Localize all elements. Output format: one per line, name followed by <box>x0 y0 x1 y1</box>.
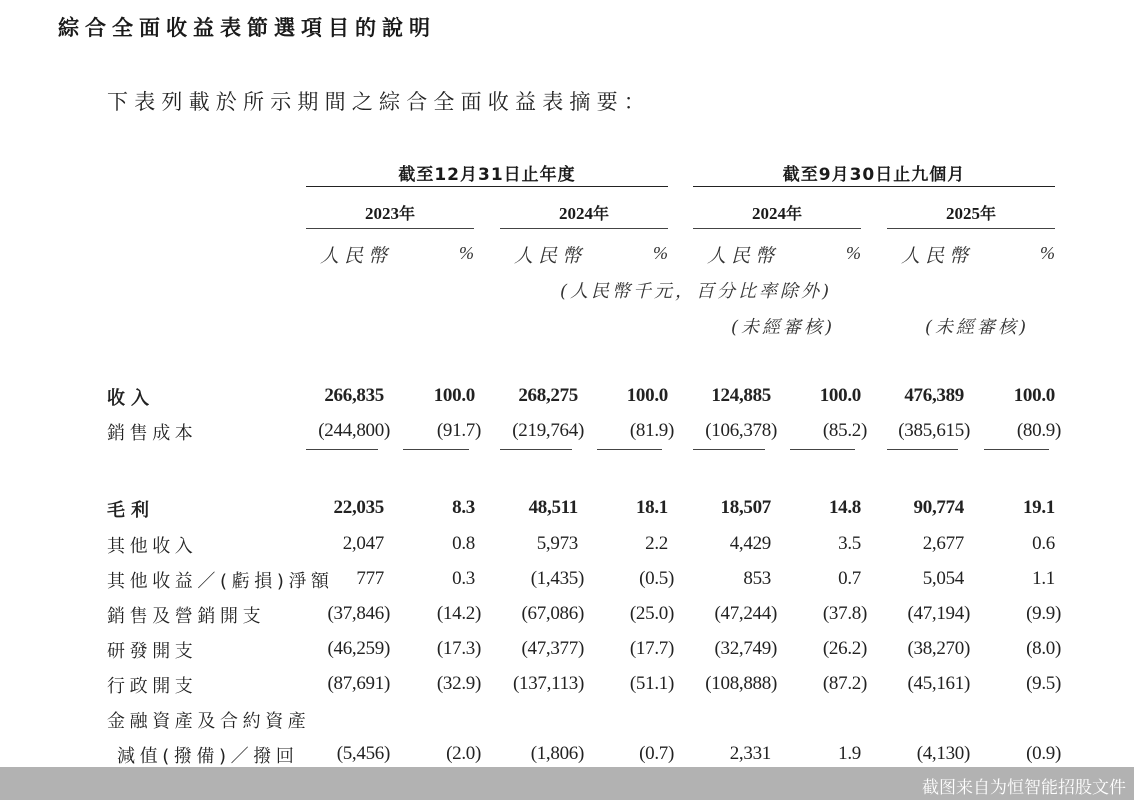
table-cell: 90,774 <box>913 497 964 518</box>
period-header-rule <box>693 186 1055 187</box>
table-cell: (37,846) <box>327 603 390 624</box>
table-cell: 476,389 <box>904 385 964 406</box>
table-cell: (1,435) <box>530 568 584 589</box>
pct-label: % <box>846 243 861 263</box>
table-cell: (85.2) <box>822 420 867 441</box>
year-suffix: 年 <box>979 204 996 223</box>
table-cell: (219,764) <box>512 420 584 441</box>
table-cell: (32.9) <box>436 673 481 694</box>
table-cell: 100.0 <box>819 385 861 406</box>
table-cell: 2,677 <box>922 533 964 554</box>
subtotal-rule <box>693 449 765 450</box>
table-cell: (5,456) <box>336 743 390 764</box>
table-cell: (80.9) <box>1016 420 1061 441</box>
table-cell: (137,113) <box>513 673 584 694</box>
table-cell: 853 <box>743 568 771 589</box>
table-cell: (14.2) <box>436 603 481 624</box>
table-cell: 100.0 <box>433 385 475 406</box>
table-cell: (9.5) <box>1026 673 1061 694</box>
table-cell: (37.8) <box>822 603 867 624</box>
row-label: 研發開支 <box>107 641 198 662</box>
year-header-2024-annual <box>500 201 668 224</box>
table-cell: 0.3 <box>452 568 475 589</box>
subtotal-rule <box>306 449 378 450</box>
table-cell: 3.5 <box>838 533 861 554</box>
table-cell: 19.1 <box>1022 497 1055 518</box>
year-header-2024-interim <box>693 201 861 224</box>
watermark-banner <box>0 767 1134 800</box>
table-cell: (81.9) <box>629 420 674 441</box>
table-cell: 100.0 <box>626 385 668 406</box>
unit-note: (人民幣千元，百分比率除外) <box>560 281 833 302</box>
year-suffix: 年 <box>592 204 609 223</box>
table-cell: 5,054 <box>922 568 964 589</box>
table-cell: (47,244) <box>714 603 777 624</box>
table-cell: 100.0 <box>1013 385 1055 406</box>
table-cell: (244,800) <box>318 420 390 441</box>
year-value: 2025 <box>945 204 980 223</box>
table-cell: 777 <box>356 568 384 589</box>
row-label: 金融資產及合約資產 <box>107 711 311 732</box>
period-header-annual: 截至12月31日止年度 <box>398 165 576 185</box>
unit-label: 人民幣 <box>707 245 780 267</box>
table-cell: (106,378) <box>705 420 777 441</box>
row-label: 毛利 <box>107 500 155 521</box>
table-cell: (32,749) <box>714 638 777 659</box>
unaudited-note: (未經審核) <box>731 317 836 338</box>
table-cell: (1,806) <box>530 743 584 764</box>
period-header-nine-months: 截至9月30日止九個月 <box>782 165 966 185</box>
year-value: 2024 <box>558 204 593 223</box>
table-cell: (0.5) <box>639 568 674 589</box>
table-cell: (47,377) <box>521 638 584 659</box>
row-label: 其他收益／(虧損)淨額 <box>107 571 334 592</box>
unit-label: 人民幣 <box>514 245 587 267</box>
table-cell: 2,331 <box>729 743 771 764</box>
year-header-2025-interim <box>887 201 1055 224</box>
table-cell: (87,691) <box>327 673 390 694</box>
table-cell: (45,161) <box>907 673 970 694</box>
row-label: 其他收入 <box>107 536 198 557</box>
table-cell: (46,259) <box>327 638 390 659</box>
unaudited-note: (未經審核) <box>925 317 1030 338</box>
row-label-continued: 減值(撥備)／撥回 <box>117 746 299 767</box>
table-cell: (2.0) <box>446 743 481 764</box>
table-cell: 268,275 <box>518 385 578 406</box>
table-cell: 1.9 <box>838 743 861 764</box>
row-label: 行政開支 <box>107 676 198 697</box>
table-cell: 0.6 <box>1032 533 1055 554</box>
table-cell: (51.1) <box>629 673 674 694</box>
unit-label: 人民幣 <box>320 245 393 267</box>
year-header-rule <box>693 228 861 229</box>
table-cell: (4,130) <box>916 743 970 764</box>
year-suffix: 年 <box>785 204 802 223</box>
year-suffix: 年 <box>398 204 415 223</box>
pct-label: % <box>653 243 668 263</box>
table-cell: (0.7) <box>639 743 674 764</box>
year-header-rule <box>306 228 474 229</box>
table-cell: (17.3) <box>436 638 481 659</box>
subtotal-rule <box>790 449 855 450</box>
table-cell: 48,511 <box>528 497 578 518</box>
year-header-rule <box>500 228 668 229</box>
table-cell: 124,885 <box>711 385 771 406</box>
table-cell: 14.8 <box>828 497 861 518</box>
year-header-rule <box>887 228 1055 229</box>
subtotal-rule <box>597 449 662 450</box>
intro-text: 下表列載於所示期間之綜合全面收益表摘要： <box>107 90 651 114</box>
table-cell: 18,507 <box>720 497 771 518</box>
table-cell: 4,429 <box>729 533 771 554</box>
subtotal-rule <box>403 449 469 450</box>
period-header-rule <box>306 186 668 187</box>
table-cell: (87.2) <box>822 673 867 694</box>
table-cell: 5,973 <box>536 533 578 554</box>
table-cell: (385,615) <box>898 420 970 441</box>
watermark-text: 截图来自为恒智能招股文件 <box>922 778 1126 798</box>
year-value: 2024 <box>751 204 786 223</box>
table-cell: 266,835 <box>324 385 384 406</box>
table-cell: (91.7) <box>436 420 481 441</box>
subtotal-rule <box>984 449 1049 450</box>
row-label: 銷售及營銷開支 <box>107 606 266 627</box>
subtotal-rule <box>500 449 572 450</box>
table-cell: 2,047 <box>342 533 384 554</box>
table-cell: (17.7) <box>629 638 674 659</box>
year-value: 2023 <box>364 204 399 223</box>
table-cell: 0.8 <box>452 533 475 554</box>
row-label: 銷售成本 <box>107 423 198 444</box>
table-cell: (38,270) <box>907 638 970 659</box>
table-cell: 18.1 <box>635 497 668 518</box>
table-cell: (9.9) <box>1026 603 1061 624</box>
table-cell: (47,194) <box>907 603 970 624</box>
table-cell: (25.0) <box>629 603 674 624</box>
table-cell: (108,888) <box>705 673 777 694</box>
table-cell: 8.3 <box>452 497 475 518</box>
section-title: 綜合全面收益表節選項目的說明 <box>58 16 436 40</box>
pct-label: % <box>1040 243 1055 263</box>
unit-label: 人民幣 <box>901 245 974 267</box>
table-cell: (26.2) <box>822 638 867 659</box>
table-cell: 2.2 <box>645 533 668 554</box>
table-cell: (8.0) <box>1026 638 1061 659</box>
pct-label: % <box>459 243 474 263</box>
row-label: 收入 <box>107 388 155 409</box>
table-cell: 22,035 <box>333 497 384 518</box>
table-cell: 1.1 <box>1032 568 1055 589</box>
table-cell: 0.7 <box>838 568 861 589</box>
table-cell: (67,086) <box>521 603 584 624</box>
subtotal-rule <box>887 449 958 450</box>
table-cell: (0.9) <box>1026 743 1061 764</box>
year-header-2023 <box>306 201 474 224</box>
